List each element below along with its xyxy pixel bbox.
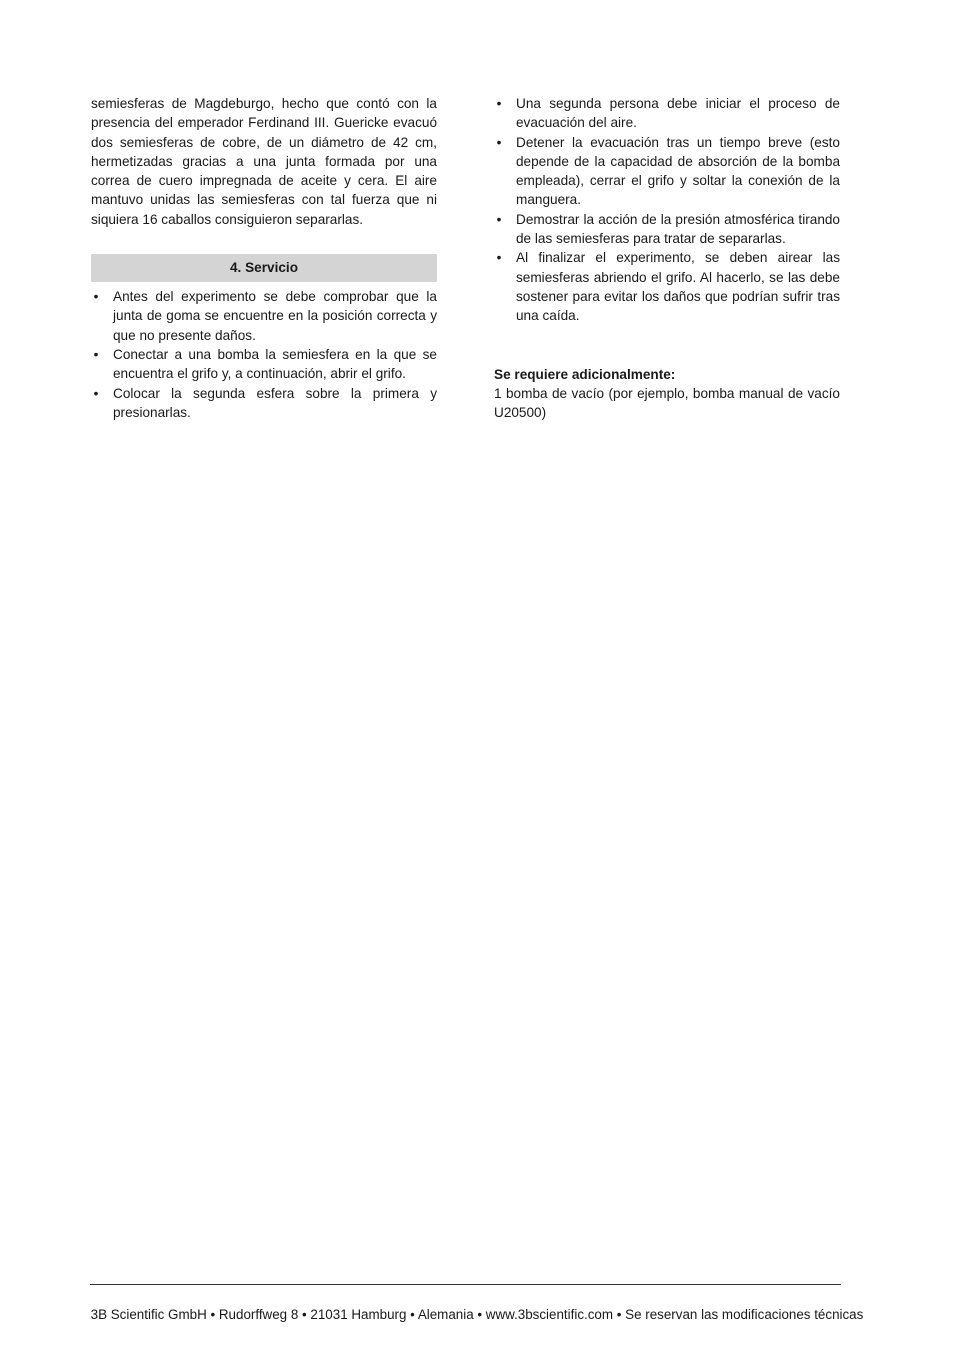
list-item-text: Antes del experimento se debe comprobar que la junta de goma se encuentre en la posición correcta y que no presente daños. (113, 289, 437, 343)
bullet-icon: • (93, 346, 99, 362)
intro-paragraph: semiesferas de Magdeburgo, hecho que contó con la presencia del emperador Ferdinand III. Guericke evacuó dos semiesferas de cobre, de un diámetro de 42 cm, hermetizadas gracias a una junta formada por una correa de cuero impregnada de aceite y cera. El aire mantuvo unidas las semiesferas con tal fuerza que ni siquiera 16 caballos consiguieron separarlas. (91, 96, 437, 227)
footer-text: 3B Scientific GmbH • Rudorffweg 8 • 21031 Hamburg • Alemania • www.3bscientific.com • Se reservan las modificaciones técnicas (90, 1307, 864, 1322)
list-item-text: Detener la evacuación tras un tiempo breve (esto depende de la capacidad de absorción de la bomba empleada), cerrar el grifo y soltar la conexión de la manguera. (516, 134, 840, 208)
list-item (494, 94, 840, 133)
list-item-text: Colocar la segunda esfera sobre la primera y presionarlas. (113, 385, 437, 420)
left-column (91, 94, 437, 422)
bullet-icon: • (93, 289, 99, 305)
bullet-icon: • (93, 385, 99, 401)
list-item (91, 345, 437, 384)
bullet-icon: • (496, 250, 502, 266)
bullet-icon: • (496, 96, 502, 111)
list-item-text: Demostrar la acción de la presión atmosférica tirando de las semiesferas para tratar de separarlas. (516, 211, 840, 247)
bullet-icon: • (496, 211, 502, 227)
list-item-text: Una segunda persona debe iniciar el proceso de evacuación del aire. (516, 96, 840, 131)
list-item-text: Al finalizar el experimento, se deben airear las semiesferas abriendo el grifo. Al hacerlo, se las debe sostener para evitar los daños que podrían sufrir tras una caída. (516, 250, 840, 324)
list-item (494, 248, 840, 325)
right-column (494, 94, 840, 422)
section-heading-servicio: 4. Servicio (91, 254, 437, 282)
list-item (494, 133, 840, 210)
servicio-bullet-list (91, 287, 437, 422)
list-item (494, 210, 840, 249)
procedure-bullet-list (494, 94, 840, 326)
list-item (91, 384, 437, 423)
footer-divider (90, 1284, 841, 1285)
required-equipment-label: Se requiere adicionalmente: (494, 366, 676, 382)
list-item-text: Conectar a una bomba la semiesfera en la que se encuentra el grifo y, a continuación, abrir el grifo. (113, 346, 437, 382)
list-item (91, 287, 437, 345)
bullet-icon: • (496, 134, 502, 150)
required-equipment-text: 1 bomba de vacío (por ejemplo, bomba manual de vacío U20500) (494, 385, 840, 421)
